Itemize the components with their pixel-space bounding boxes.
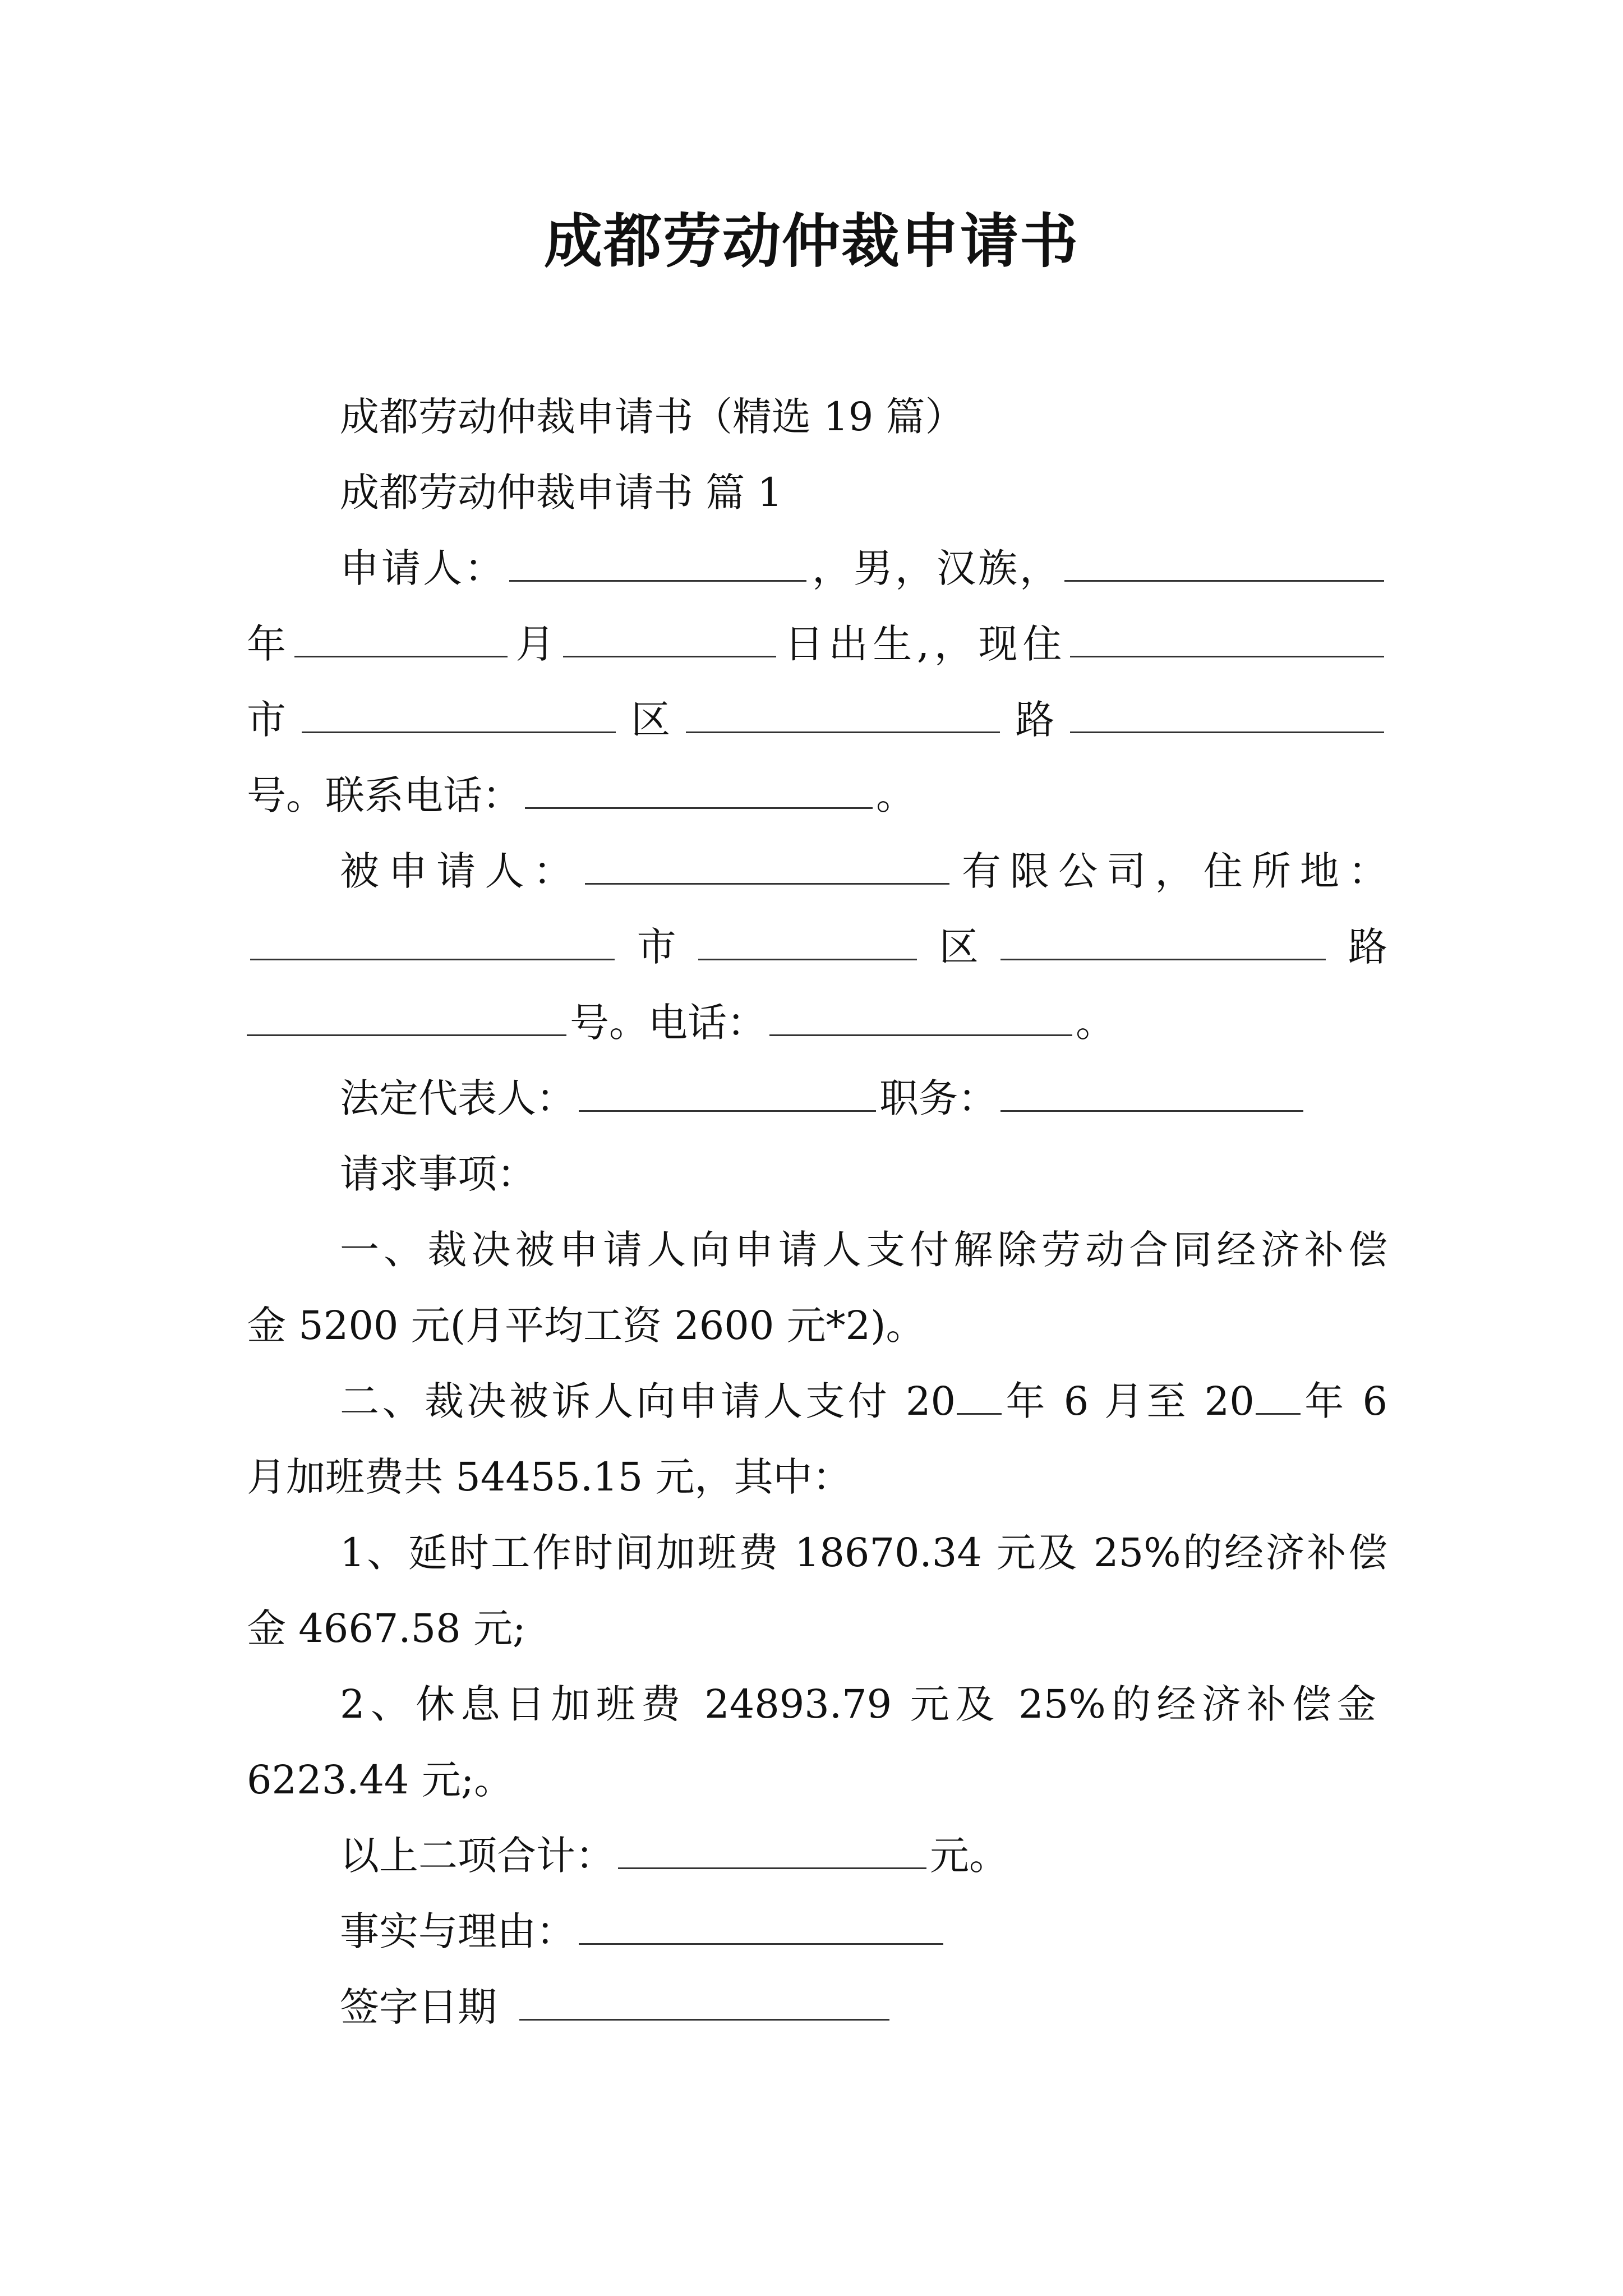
legal-rep-label: 法定代表人：: [340, 1075, 575, 1121]
total-amount-blank[interactable]: [618, 1832, 926, 1869]
claim-2-line-2: 月加班费共 54455.15 元，其中：: [247, 1454, 852, 1500]
sign-date-label: 签字日期: [340, 1984, 497, 2030]
applicant-birth-year-blank[interactable]: [1064, 544, 1384, 582]
legal-rep-blank[interactable]: [579, 1074, 876, 1112]
road-blank[interactable]: [1070, 696, 1384, 733]
item-2-line-2: 6223.44 元;。: [247, 1757, 514, 1803]
claim-2-year-to-blank[interactable]: [1256, 1377, 1301, 1415]
respondent-line-2: [247, 909, 1387, 985]
position-label: 职务：: [879, 1075, 997, 1121]
respondent-number-blank[interactable]: [247, 999, 566, 1036]
respondent-road-blank[interactable]: [1000, 923, 1326, 960]
respondent-district-label: 区: [920, 924, 998, 970]
applicant-period: 。: [876, 772, 915, 818]
district-blank[interactable]: [686, 696, 1000, 733]
claim-2-part-1: 二、裁决被诉人向申请人支付 20: [340, 1378, 956, 1424]
item-1-line-2: 金 4667.58 元;: [247, 1605, 526, 1651]
applicant-line-1: [247, 530, 1387, 606]
legal-rep-line: [247, 1060, 1387, 1137]
item-2-line-1: 2、休息日加班费 24893.79 元及 25%的经济补偿金: [340, 1681, 1376, 1727]
claim-2-line-1: [247, 1363, 1387, 1439]
birth-year-blank[interactable]: [294, 620, 508, 657]
item-1-line-1: 1、延时工作时间加班费 18670.34 元及 25%的经济补偿: [340, 1530, 1387, 1576]
applicant-label: 申请人：: [340, 545, 506, 591]
number-phone-label: 号。联系电话：: [247, 772, 522, 818]
respondent-phone-blank[interactable]: [769, 999, 1072, 1036]
respondent-city-blank[interactable]: [250, 923, 615, 960]
claim-2-part-3: 年 6: [1301, 1378, 1387, 1424]
road-label: 路: [1003, 697, 1067, 743]
residence-blank[interactable]: [1070, 620, 1384, 657]
respondent-road-label: 路: [1329, 924, 1388, 970]
birth-month-blank[interactable]: [563, 620, 776, 657]
total-label: 以上二项合计：: [340, 1833, 615, 1879]
applicant-phone-blank[interactable]: [525, 771, 873, 809]
respondent-line-1: [247, 833, 1387, 909]
applicant-line-4: [247, 757, 1387, 834]
article-heading: 成都劳动仲裁申请书 篇 1: [340, 470, 783, 516]
district-label: 区: [619, 697, 683, 743]
facts-line: [247, 1893, 1387, 1970]
claim-2-year-from-blank[interactable]: [957, 1377, 1002, 1415]
applicant-gender-ethnicity: ，男，汉族，: [810, 545, 1061, 591]
year-label: 年: [247, 621, 291, 667]
city-label: 市: [247, 697, 298, 743]
month-label: 月: [510, 621, 560, 667]
respondent-line-3: [247, 984, 1387, 1061]
respondent-company-blank[interactable]: [585, 847, 949, 885]
applicant-name-blank[interactable]: [509, 544, 806, 582]
position-blank[interactable]: [1000, 1074, 1303, 1112]
total-unit: 元。: [930, 1833, 1008, 1879]
document-subtitle: 成都劳动仲裁申请书（精选 19 篇）: [340, 394, 965, 440]
respondent-number-phone-label: 号。电话：: [570, 1000, 766, 1046]
facts-blank[interactable]: [579, 1907, 943, 1945]
total-line: [247, 1818, 1387, 1894]
claim-2-part-2: 年 6 月至 20: [1003, 1378, 1255, 1424]
respondent-period: 。: [1076, 1000, 1115, 1046]
respondent-label: 被申请人：: [340, 848, 582, 894]
sign-date-blank[interactable]: [519, 1983, 889, 2021]
document-title: 成都劳动仲裁申请书: [543, 206, 1079, 275]
applicant-line-2: [247, 606, 1387, 682]
claim-1-line-2: 金 5200 元(月平均工资 2600 元*2)。: [247, 1303, 925, 1349]
facts-label: 事实与理由：: [340, 1908, 575, 1954]
applicant-line-3: [247, 682, 1387, 758]
claim-1-line-1: 一、裁决被申请人向申请人支付解除劳动合同经济补偿: [340, 1227, 1387, 1273]
respondent-company-address: 有限公司，住所地：: [952, 848, 1388, 894]
claims-heading: 请求事项：: [340, 1151, 536, 1197]
city-blank[interactable]: [302, 696, 616, 733]
respondent-city-label: 市: [618, 924, 695, 970]
respondent-district-blank[interactable]: [698, 923, 917, 960]
sign-date-line: [247, 1969, 1387, 2045]
born-label: 日出生,，现住: [780, 621, 1067, 667]
